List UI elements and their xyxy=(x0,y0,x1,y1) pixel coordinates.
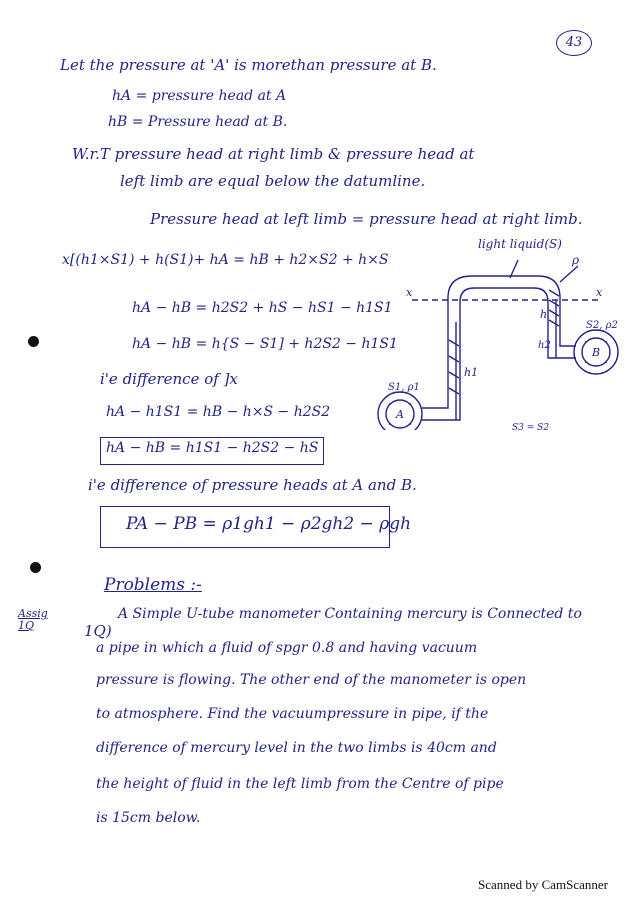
equation-2: hA − hB = h2S2 + hS − hS1 − h1S1 xyxy=(132,300,393,316)
equation-1: x[(h1×S1) + h(S1)+ hA = hB + h2×S2 + h×S xyxy=(62,252,389,268)
diagram-label-light-liquid: light liquid(S) xyxy=(478,237,562,251)
question-line-4: to atmosphere. Find the vacuumpressure in pipe, if the xyxy=(96,706,489,722)
text-line-1: Let the pressure at 'A' is morethan pressure at B. xyxy=(60,56,437,74)
diagram-label-A: A xyxy=(396,408,404,421)
equation-4: hA − h1S1 = hB − h×S − h2S2 xyxy=(106,404,331,420)
diagram-label-h: h xyxy=(540,308,548,321)
problems-heading: Problems :- xyxy=(104,575,202,595)
diagram-label-h2: h2 xyxy=(538,340,551,351)
diagram-label-x-left: x xyxy=(406,286,413,299)
diagram-label-s1-rho1: S1, ρ1 xyxy=(388,382,420,393)
page-number: 43 xyxy=(556,30,592,56)
question-number: 1Q) xyxy=(84,622,112,640)
text-line-4: W.r.T pressure head at right limb & pressure head at xyxy=(72,145,475,163)
question-line-6: the height of fluid in the left limb from the Centre of pipe xyxy=(96,776,504,792)
equation-6: PA − PB = ρ1gh1 − ρ2gh2 − ρgh xyxy=(126,514,412,534)
equation-3: hA − hB = h{S − S1] + h2S2 − h1S1 xyxy=(132,336,398,352)
diagram-label-rho: ρ xyxy=(572,253,580,267)
scanner-footer: Scanned by CamScanner xyxy=(478,877,608,892)
diagram-label-h1: h1 xyxy=(464,366,479,379)
text-line-13: i'e difference of pressure heads at A and B. xyxy=(88,476,417,494)
text-line-3: hB = Pressure head at B. xyxy=(108,114,288,130)
equation-5: hA − hB = h1S1 − h2S2 − hS xyxy=(106,440,319,456)
diagram-label-B: B xyxy=(592,346,601,359)
margin-bullet-2 xyxy=(30,562,41,573)
text-line-10: i'e difference of ]x xyxy=(100,370,238,388)
question-line-2: a pipe in which a fluid of spgr 0.8 and having vacuum xyxy=(96,640,478,656)
question-line-3: pressure is flowing. The other end of the manometer is open xyxy=(96,672,527,688)
text-line-5: left limb are equal below the datumline. xyxy=(120,172,426,190)
diagram-label-s2-rho2: S2, ρ2 xyxy=(586,320,618,331)
manometer-diagram xyxy=(360,230,620,430)
question-line-1: A Simple U-tube manometer Containing mercury is Connected to xyxy=(118,606,582,622)
question-line-7: is 15cm below. xyxy=(96,810,201,826)
text-line-6: Pressure head at left limb = pressure head at right limb. xyxy=(150,210,583,228)
diagram-label-x-right: x xyxy=(596,286,603,299)
diagram-note: S3 = S2 xyxy=(512,423,550,430)
text-line-2: hA = pressure head at A xyxy=(112,88,287,104)
margin-bullet xyxy=(28,336,39,347)
assignment-mark: Assig 1Q xyxy=(18,607,48,632)
question-line-5: difference of mercury level in the two limbs is 40cm and xyxy=(96,740,497,756)
